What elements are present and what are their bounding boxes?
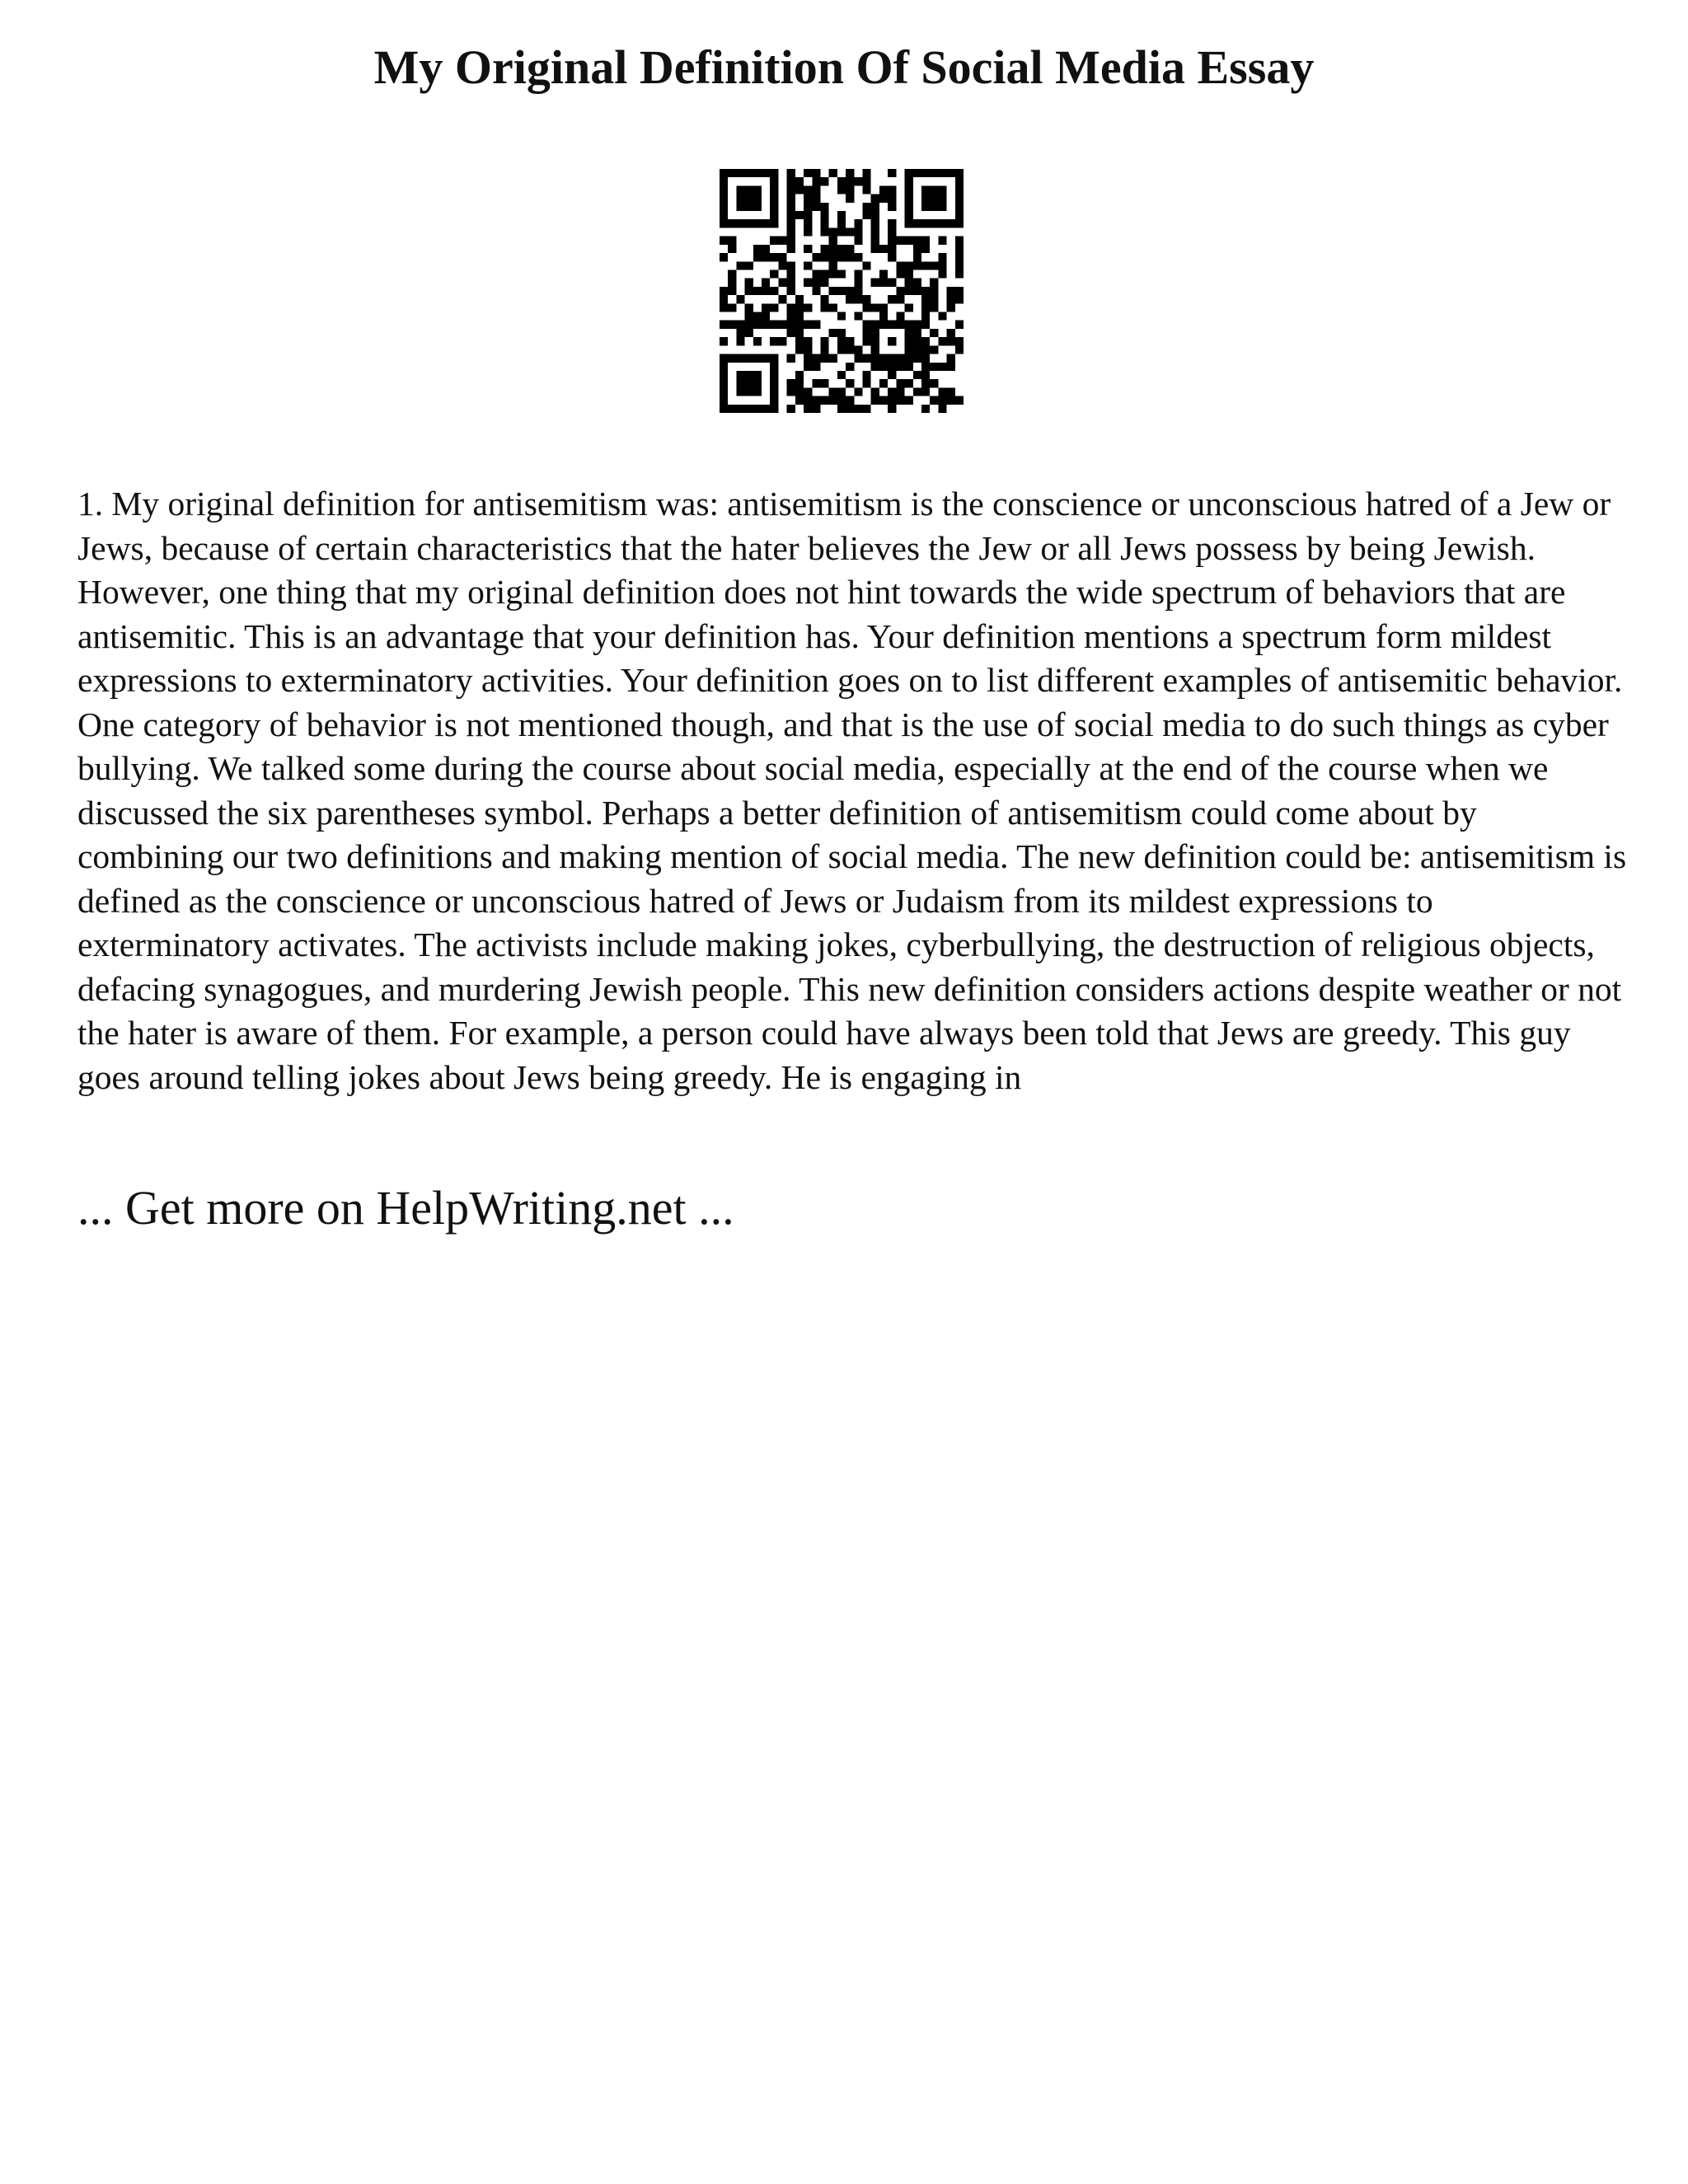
essay-body-text: 1. My original definition for antisemitism was: antisemitism is the conscience or unconscious hatred of a Jew or Jews, because of certain characteristics that the hater believes the Jew or all Jews possess by being Jewish. However, one thing that my original definition does not hint towards the wide spectrum of behaviors that are antisemitic. This is an advantage that your definition has. Your definition mentions a spectrum form mildest expressions to exterminatory activities. Your definition goes on to list different examples of antisemitic behavior. One category of behavior is not mentioned though, and that is the use of social media to do such things as cyber bullying. We talked some during the course about social media, especially at the end of the course when we discussed the six parentheses symbol. Perhaps a better definition of antisemitism could come about by combining our two definitions and making mention of social media. The new definition could be: antisemitism is defined as the conscience or unconscious hatred of Jews or Judaism from its mildest expressions to exterminatory activates. The activists include making jokes, cyberbullying, the destruction of religious objects, defacing synagogues, and murdering Jewish people. This new definition considers actions despite weather or not the hater is aware of them. For example, a person could have always been told that Jews are greedy. This guy goes around telling jokes about Jews being greedy. He is engaging in — [77, 485, 1627, 1096]
page-title: My Original Definition Of Social Media Essay — [373, 40, 1315, 94]
qr-code-icon — [720, 169, 964, 413]
get-more-link[interactable]: ... Get more on HelpWriting.net ... — [77, 1181, 734, 1235]
